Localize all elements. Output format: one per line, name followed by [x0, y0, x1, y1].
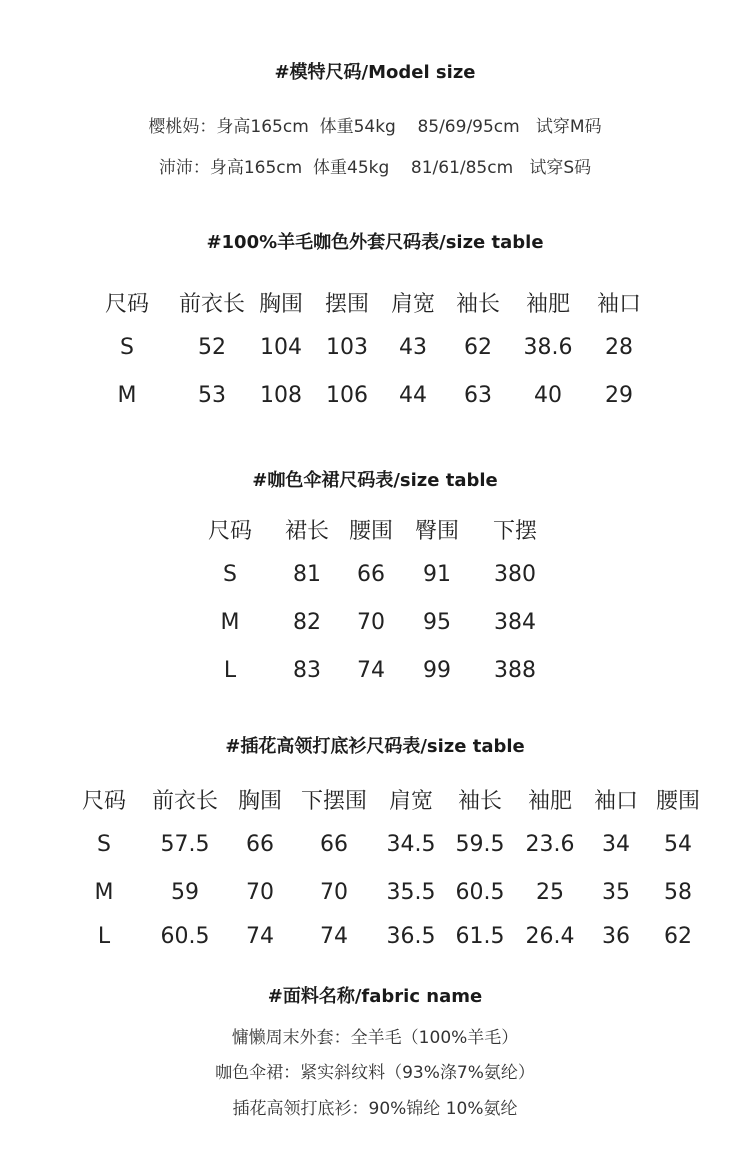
skirt-table-cell: L	[223, 658, 237, 683]
fabric-line-2: 咖色伞裙：紧实斜纹料（93%涤7%氨纶）	[215, 1063, 535, 1083]
skirt-header-cell: 下摆	[492, 519, 538, 544]
skirt-table-cell: 388	[494, 658, 536, 683]
coat-table-cell: 103	[326, 335, 368, 360]
top-table-cell: 34	[602, 832, 630, 857]
skirt-table-cell: 82	[293, 610, 321, 635]
coat-header-cell: 袖长	[455, 292, 501, 317]
top-header-cell: 腰围	[655, 789, 701, 814]
top-table-cell: 57.5	[160, 832, 210, 857]
coat-table-cell: 108	[260, 383, 302, 408]
coat-table-cell: M	[117, 383, 137, 408]
top-table-cell: 60.5	[160, 924, 210, 949]
coat-header-cell: 尺码	[104, 292, 150, 317]
top-table-cell: M	[94, 880, 114, 905]
skirt-header-cell: 尺码	[207, 519, 253, 544]
coat-table-cell: 53	[198, 383, 226, 408]
top-table-cell: 35.5	[386, 880, 436, 905]
top-table-cell: 70	[246, 880, 274, 905]
top-header-cell: 前衣长	[151, 789, 219, 814]
skirt-header-cell: 裙长	[284, 519, 330, 544]
skirt-table-cell: 74	[357, 658, 385, 683]
coat-table-cell: 38.6	[523, 335, 573, 360]
top-table-cell: L	[97, 924, 111, 949]
top-header-cell: 尺码	[81, 789, 127, 814]
top-table-cell: 70	[320, 880, 348, 905]
top-header-cell: 下摆围	[300, 789, 368, 814]
coat-header-cell: 肩宽	[390, 292, 436, 317]
top-table-cell: 35	[602, 880, 630, 905]
top-table-cell: 34.5	[386, 832, 436, 857]
coat-table-cell: 104	[260, 335, 302, 360]
skirt-table-cell: 70	[357, 610, 385, 635]
top-header-cell: 袖长	[457, 789, 503, 814]
coat-table-cell: 63	[464, 383, 492, 408]
coat-header-cell: 袖肥	[525, 292, 571, 317]
skirt-table-cell: 99	[423, 658, 451, 683]
top-table-cell: 61.5	[455, 924, 505, 949]
top-table-cell: 59.5	[455, 832, 505, 857]
coat-table-cell: 43	[399, 335, 427, 360]
coat-table-cell: 40	[534, 383, 562, 408]
top-table-cell: 62	[664, 924, 692, 949]
coat-table-cell: 106	[326, 383, 368, 408]
top-table-cell: 60.5	[455, 880, 505, 905]
coat-table-cell: 44	[399, 383, 427, 408]
skirt-table-cell: 380	[494, 562, 536, 587]
top-table-cell: 26.4	[525, 924, 575, 949]
skirt-table-cell: 384	[494, 610, 536, 635]
top-table-cell: 74	[246, 924, 274, 949]
top-table-cell: 36	[602, 924, 630, 949]
coat-table-cell: 28	[605, 335, 633, 360]
coat-table-cell: 52	[198, 335, 226, 360]
coat-header-cell: 胸围	[258, 292, 304, 317]
top-table-cell: 58	[664, 880, 692, 905]
model-size-title: #模特尺码/Model size	[274, 62, 476, 83]
coat-table-cell: S	[120, 335, 134, 360]
top-table-cell: 25	[536, 880, 564, 905]
top-table-cell: S	[97, 832, 111, 857]
skirt-table-cell: 95	[423, 610, 451, 635]
coat-header-cell: 前衣长	[178, 292, 246, 317]
top-header-cell: 袖口	[593, 789, 639, 814]
fabric-line-1: 慵懒周末外套：全羊毛（100%羊毛）	[231, 1028, 519, 1048]
top-header-cell: 肩宽	[388, 789, 434, 814]
skirt-table-cell: 91	[423, 562, 451, 587]
top-table-cell: 74	[320, 924, 348, 949]
skirt-table-cell: 81	[293, 562, 321, 587]
top-header-cell: 胸围	[237, 789, 283, 814]
top-table-cell: 36.5	[386, 924, 436, 949]
coat-table-cell: 62	[464, 335, 492, 360]
model-line-2: 沛沛：身高165cm 体重45kg 81/61/85cm 试穿S码	[158, 158, 592, 178]
skirt-table-cell: M	[220, 610, 240, 635]
skirt-table-cell: 83	[293, 658, 321, 683]
top-table-title: #插花高领打底衫尺码表/size table	[225, 736, 525, 757]
top-table-cell: 23.6	[525, 832, 575, 857]
skirt-table-title: #咖色伞裙尺码表/size table	[252, 470, 498, 491]
top-table-cell: 54	[664, 832, 692, 857]
top-table-cell: 59	[171, 880, 199, 905]
fabric-line-3: 插花高领打底衫：90%锦纶 10%氨纶	[232, 1099, 518, 1119]
top-header-cell: 袖肥	[527, 789, 573, 814]
fabric-title: #面料名称/fabric name	[267, 986, 483, 1007]
top-table-cell: 66	[246, 832, 274, 857]
model-line-1: 樱桃妈：身高165cm 体重54kg 85/69/95cm 试穿M码	[148, 117, 602, 137]
top-table-cell: 66	[320, 832, 348, 857]
coat-table-title: #100%羊毛咖色外套尺码表/size table	[206, 232, 544, 253]
skirt-table-cell: 66	[357, 562, 385, 587]
coat-header-cell: 袖口	[596, 292, 642, 317]
skirt-table-cell: S	[223, 562, 237, 587]
skirt-header-cell: 臀围	[414, 519, 460, 544]
coat-header-cell: 摆围	[324, 292, 370, 317]
skirt-header-cell: 腰围	[348, 519, 394, 544]
coat-table-cell: 29	[605, 383, 633, 408]
